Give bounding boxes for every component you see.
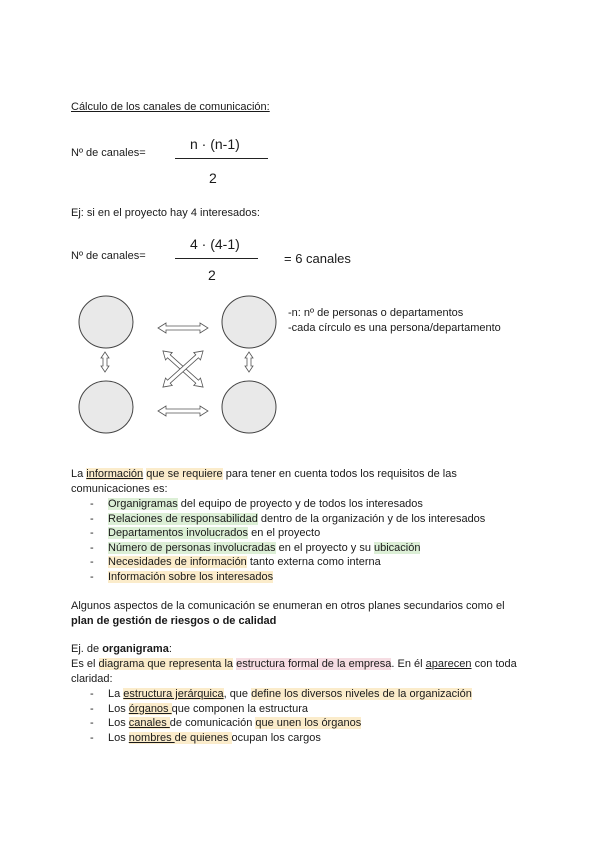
list-item: - Información sobre los interesados (90, 570, 274, 583)
arrow-left-vertical (101, 352, 109, 372)
other-plans-text: Algunos aspectos de la comunicación se enumeran en otros planes secundarios como el (71, 600, 505, 612)
organigrama-heading: Ej. de organigrama: (71, 643, 172, 655)
arrow-top-horizontal (158, 323, 208, 333)
section-heading-canales: Cálculo de los canales de comunicación: (71, 101, 270, 113)
list-item: - Los nombres de quienes ocupan los cargos (90, 731, 321, 744)
diagram-note-n: -n: nº de personas o departamentos (288, 307, 464, 319)
formula2-fraction-bar (175, 258, 258, 259)
formula2-denominator: 2 (208, 267, 216, 283)
diagram-note-circle: -cada círculo es una persona/departamento (288, 322, 501, 334)
formula1-label: Nº de canales= (71, 147, 146, 159)
formula2-label: Nº de canales= (71, 250, 146, 262)
list-item: - Necesidades de información tanto externa como interna (90, 556, 381, 569)
organigrama-definition-line2: claridad: (71, 673, 113, 685)
highlight-diagrama: diagrama que representa la (98, 658, 234, 670)
other-plans-bold: plan de gestión de riesgos o de calidad (71, 615, 277, 627)
arrow-bottom-horizontal (158, 406, 208, 416)
intro-highlight-informacion: información (86, 468, 144, 480)
formula2-result: = 6 canales (284, 251, 351, 266)
list-item: - Departamentos involucrados en el proyecto (90, 527, 321, 540)
list-item: - Relaciones de responsabilidad dentro de la organización y de los interesados (90, 512, 486, 525)
circle-bottom-left (79, 381, 133, 433)
underline-aparecen: aparecen (425, 658, 472, 670)
formula1-denominator: 2 (209, 170, 217, 186)
list-item: - La estructura jerárquica, que define los diversos niveles de la organización (90, 688, 472, 700)
requirements-list (90, 497, 486, 585)
communication-channels-diagram (70, 292, 290, 437)
example-text: Ej: si en el proyecto hay 4 interesados: (71, 207, 260, 219)
intro-text: La (71, 468, 87, 480)
list-item: - Organigramas del equipo de proyecto y de todos los interesados (90, 498, 423, 510)
list-item: - Número de personas involucradas en el proyecto y su ubicación (90, 541, 421, 554)
circle-top-right (222, 296, 276, 348)
organigrama-list (90, 687, 472, 745)
intro-text: para tener en cuenta todos los requisitos de las (222, 468, 457, 480)
formula1-fraction-bar (175, 158, 268, 159)
formula1-numerator: n · (n-1) (190, 136, 240, 152)
organigrama-definition: Es el diagrama que representa la estructura formal de la empresa. En él aparecen con toda (71, 658, 517, 670)
arrow-right-vertical (245, 352, 253, 372)
intro-highlight-requiere: que se requiere (146, 468, 223, 480)
list-item: - Los canales de comunicación que unen los órganos (90, 717, 362, 730)
list-item: - Los órganos que componen la estructura (90, 702, 308, 715)
requirements-intro (71, 468, 457, 480)
requirements-intro-line2: comunicaciones es: (71, 483, 168, 495)
highlight-estructura-formal: estructura formal de la empresa (236, 658, 392, 670)
formula2-numerator: 4 · (4-1) (190, 236, 240, 252)
circle-top-left (79, 296, 133, 348)
circle-bottom-right (222, 381, 276, 433)
